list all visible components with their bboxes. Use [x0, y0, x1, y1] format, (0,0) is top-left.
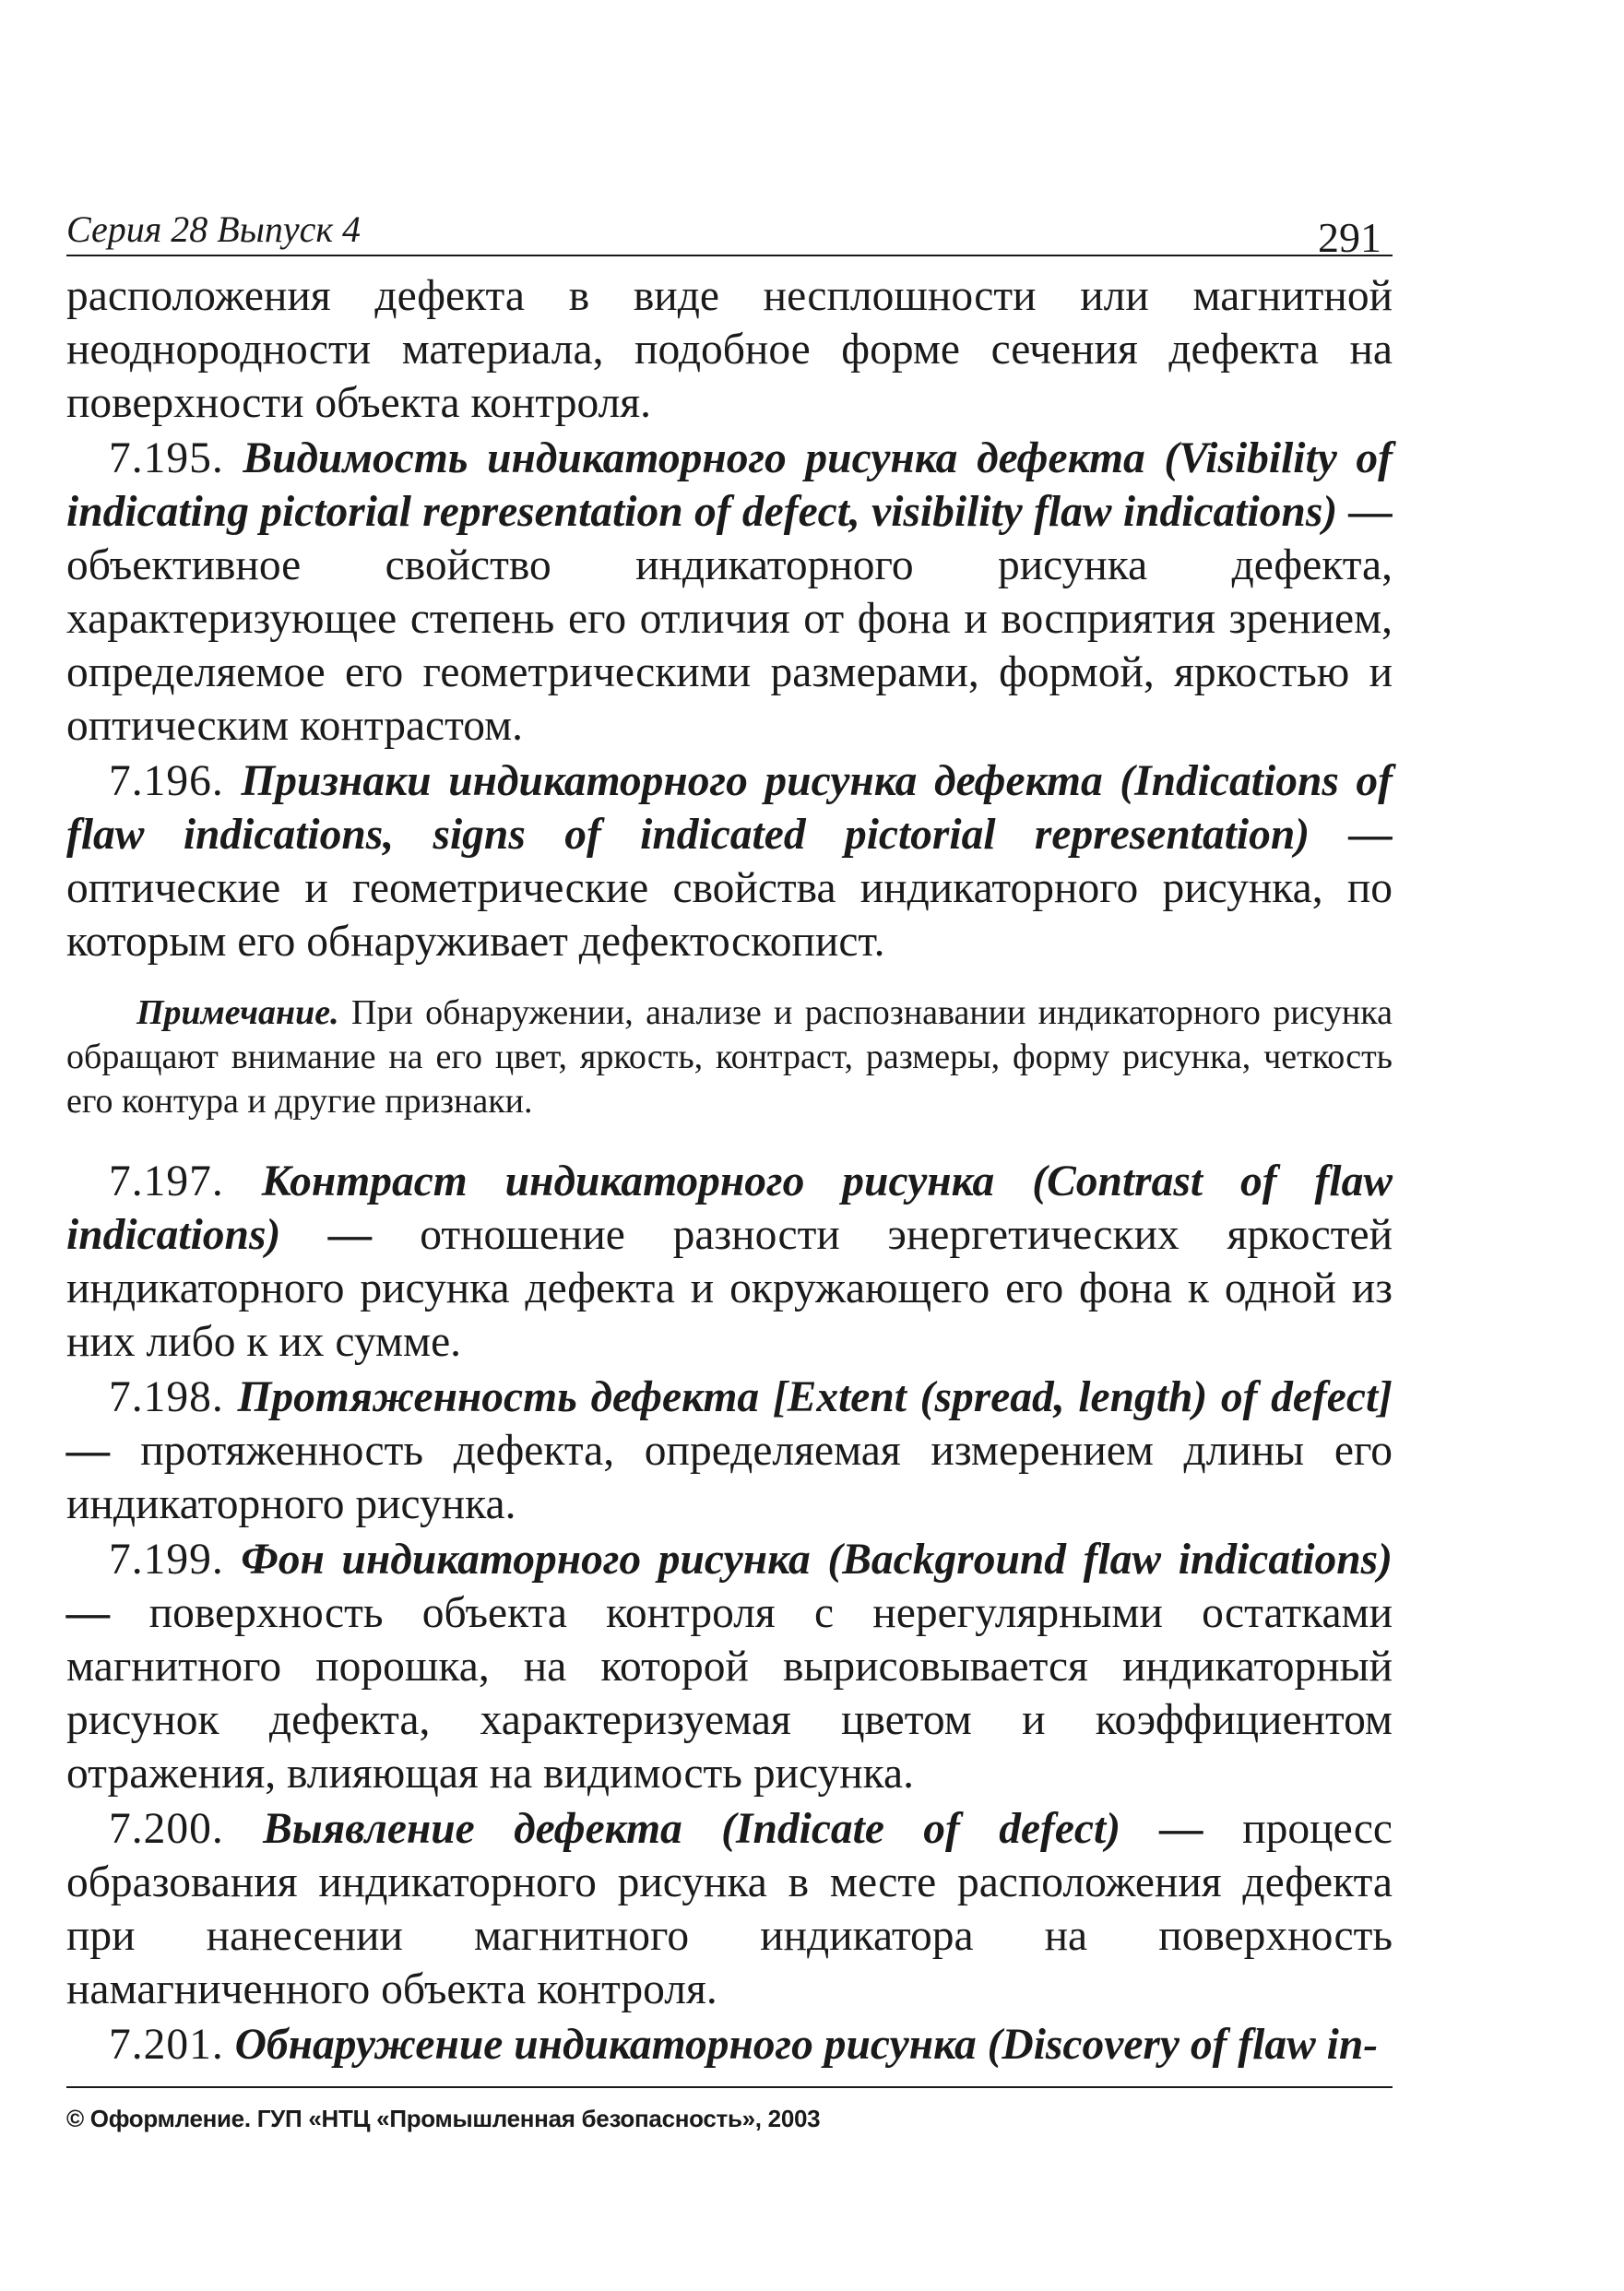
- entry-term: Фон индикаторного рисунка (Background flaw indications) —: [66, 1536, 1393, 1637]
- running-header: [66, 201, 1393, 261]
- entry-definition: поверхность объекта контроля с нерегулярными остатками магнитного порошка, на которой вырисовывается индикаторный рисунок дефекта, характеризуемая цветом и коэффициентом отражения, влияющая на видимость рисунка.: [66, 1589, 1393, 1798]
- entry-7-198: [66, 1371, 1393, 1531]
- series-title: Серия 28 Выпуск 4: [66, 208, 362, 250]
- entry-7-196: [66, 754, 1393, 968]
- entry-definition: объективное свойство индикаторного рисунка дефекта, характеризующее степень его отличия от фона и восприятия зрением, определяемое его геометрическими размерами, формой, яркостью и оптическим контрастом.: [66, 541, 1393, 750]
- entry-7-197: [66, 1155, 1393, 1369]
- entry-term: Обнаружение индикаторного рисунка (Discovery of flaw in-: [234, 2021, 1379, 2069]
- entry-definition: оптические и геометрические свойства индикаторного рисунка, по которым его обнаруживает дефектоскопист.: [66, 864, 1393, 966]
- entry-number: 7.195.: [109, 434, 224, 482]
- entry-term: Выявление дефекта (Indicate of defect) —: [263, 1805, 1203, 1853]
- entry-definition: протяженность дефекта, определяемая измерением длины его индикаторного рисунка.: [66, 1427, 1393, 1528]
- entry-number: 7.196.: [109, 757, 224, 805]
- note-text: При обнаружении, анализе и распознавании индикаторного рисунка обращают внимание на его цвет, яркость, контраст, размеры, форму рисунка, четкость его контура и другие признаки.: [66, 993, 1393, 1121]
- continued-paragraph: расположения дефекта в виде несплошности или магнитной неоднородности материала, подобное форме сечения дефекта на поверхности объекта контроля.: [66, 272, 1393, 427]
- note-label: Примечание.: [136, 993, 339, 1032]
- entry-number: 7.200.: [109, 1805, 224, 1853]
- body-text: [66, 269, 1393, 2071]
- copyright-footer: © Оформление. ГУП «НТЦ «Промышленная безопасность», 2003: [66, 2086, 1393, 2133]
- note-paragraph: [66, 991, 1393, 1123]
- entry-number: 7.197.: [109, 1157, 224, 1205]
- entry-definition: отношение разности энергетических яркостей индикаторного рисунка дефекта и окружающего его фона к одной из них либо к их сумме.: [66, 1211, 1393, 1366]
- entry-7-201: [66, 2018, 1393, 2071]
- entry-7-199: [66, 1533, 1393, 1800]
- entry-definition: процесс образования индикаторного рисунка в месте расположения дефекта при нанесении магнитного индикатора на поверхность намагниченного объекта контроля.: [66, 1805, 1393, 2013]
- entry-term: Контраст индикаторного рисунка (Contrast of flaw indications) —: [66, 1157, 1393, 1259]
- entry-term: Видимость индикаторного рисунка дефекта (Visibility of indicating pictorial representation of defect, visibility flaw indications) —: [66, 434, 1393, 536]
- entry-number: 7.201.: [109, 2021, 224, 2069]
- entry-term: Протяженность дефекта [Extent (spread, length) of defect] —: [66, 1373, 1393, 1475]
- entry-number: 7.198.: [109, 1373, 224, 1421]
- page-number: 291: [1318, 214, 1381, 261]
- entry-number: 7.199.: [109, 1536, 224, 1584]
- entry-7-200: [66, 1802, 1393, 2016]
- entry-term: Признаки индикаторного рисунка дефекта (Indications of flaw indications, signs of indicated pictorial representation) —: [66, 757, 1393, 859]
- entry-7-195: [66, 432, 1393, 753]
